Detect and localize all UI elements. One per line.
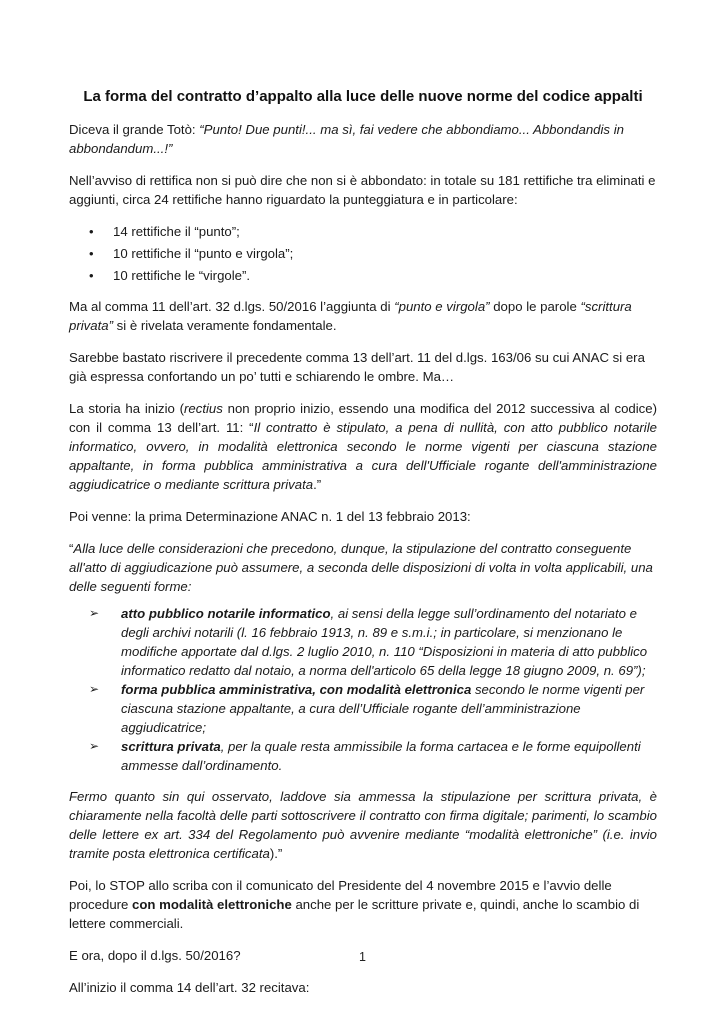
paragraph-storia: La storia ha inizio (rectius non proprio inizio, essendo una modifica del 2012 successiva al codice) con il comma 13 dell’art. 11: “Il contratto è stipulato, a pena di nullità, con atto pubblico notarile informatico, ovvero, in modalità elettronica secondo le norme vigenti per ciascuna stazione appaltante, in forma pubblica amministrativa a cura dell'Ufficiale rogante dell'amministrazione aggiudicatrice o mediante scrittura privata.”	[69, 401, 657, 492]
paragraph-comma-11: Ma al comma 11 dell’art. 32 d.lgs. 50/2016 l’aggiunta di “punto e virgola” dopo le parole “scrittura privata” si è rivelata veramente fondamentale.	[69, 299, 632, 333]
bullet-icon: •	[89, 268, 94, 283]
list-item: ➢ scrittura privata, per la quale resta ammissibile la forma cartacea e le forme equipollenti ammesse dall’ordinamento.	[89, 739, 641, 773]
page-number: 1	[359, 950, 366, 964]
list-item: ➢ forma pubblica amministrativa, con modalità elettronica secondo le norme vigenti per ciascuna stazione appaltante, a cura dell’Ufficiale rogante dell’amministrazione aggiudicatrice;	[89, 682, 645, 735]
paragraph-alla-luce: “Alla luce delle considerazioni che precedono, dunque, la stipulazione del contratto conseguente all'atto di aggiudicazione può assumere, a seconda delle disposizioni di volta in volta applicabili, una delle seguenti forme:	[69, 541, 653, 594]
document-body	[69, 86, 657, 1010]
paragraph-comma-13: Sarebbe bastato riscrivere il precedente comma 13 dell’art. 11 del d.lgs. 163/06 su cui ANAC si era già espressa confortando un po’ tutti e schiarendo le ombre. Ma…	[69, 350, 645, 384]
arrow-list-forme	[69, 604, 657, 775]
paragraph-stop-scriba: Poi, lo STOP allo scriba con il comunicato del Presidente del 4 novembre 2015 e l’avvio delle procedure con modalità elettroniche anche per le scritture private e, quindi, anche lo scambio di lettere commerciali.	[69, 878, 640, 931]
bullet-list-rettifiche	[69, 222, 657, 285]
paragraph-rettifica: Nell’avviso di rettifica non si può dire che non si è abbondato: in totale su 181 rettifiche tra eliminati e aggiunti, circa 24 rettifiche hanno riguardato la punteggiatura e in particolare:	[69, 173, 656, 207]
list-item: • 14 rettifiche il “punto”;	[89, 224, 240, 239]
document-title: La forma del contratto d’appalto alla luce delle nuove norme del codice appalti	[83, 88, 643, 105]
arrow-bullet-icon: ➢	[89, 606, 100, 620]
arrow-bullet-icon: ➢	[89, 739, 100, 753]
list-item: • 10 rettifiche le “virgole”.	[89, 268, 251, 283]
paragraph-e-ora: E ora, dopo il d.lgs. 50/2016?	[69, 948, 241, 963]
paragraph-comma-14: All’inizio il comma 14 dell’art. 32 recitava:	[69, 980, 310, 995]
list-item: • 10 rettifiche il “punto e virgola”;	[89, 246, 294, 261]
paragraph-toto-quote: Diceva il grande Totò: “Punto! Due punti!... ma sì, fai vedere che abbondiamo... Abbondandis in abbondandum...!”	[69, 122, 624, 156]
arrow-bullet-icon: ➢	[89, 682, 100, 696]
paragraph-fermo-quanto: Fermo quanto sin qui osservato, laddove sia ammessa la stipulazione per scrittura privata, è chiaramente nella facoltà delle parti sottoscrivere il contratto con firma digitale; parimenti, lo scambio delle lettere ex art. 334 del Regolamento può avvenire mediante “modalità elettroniche” (i.e. invio tramite posta elettronica certificata).”	[69, 789, 657, 861]
bullet-icon: •	[89, 246, 94, 261]
list-item: ➢ atto pubblico notarile informatico, ai sensi della legge sull’ordinamento del notariato e degli archivi notarili (l. 16 febbraio 1913, n. 89 e s.m.i.; in particolare, si menzionano le modifiche apportate dal d.lgs. 2 luglio 2010, n. 110 “Disposizioni in materia di atto pubblico informatico redatto dal notaio, a norma dell'articolo 65 della legge 18 giugno 2009, n. 69”);	[89, 606, 648, 678]
bullet-icon: •	[89, 224, 94, 239]
paragraph-determinazione: Poi venne: la prima Determinazione ANAC n. 1 del 13 febbraio 2013:	[69, 509, 471, 524]
